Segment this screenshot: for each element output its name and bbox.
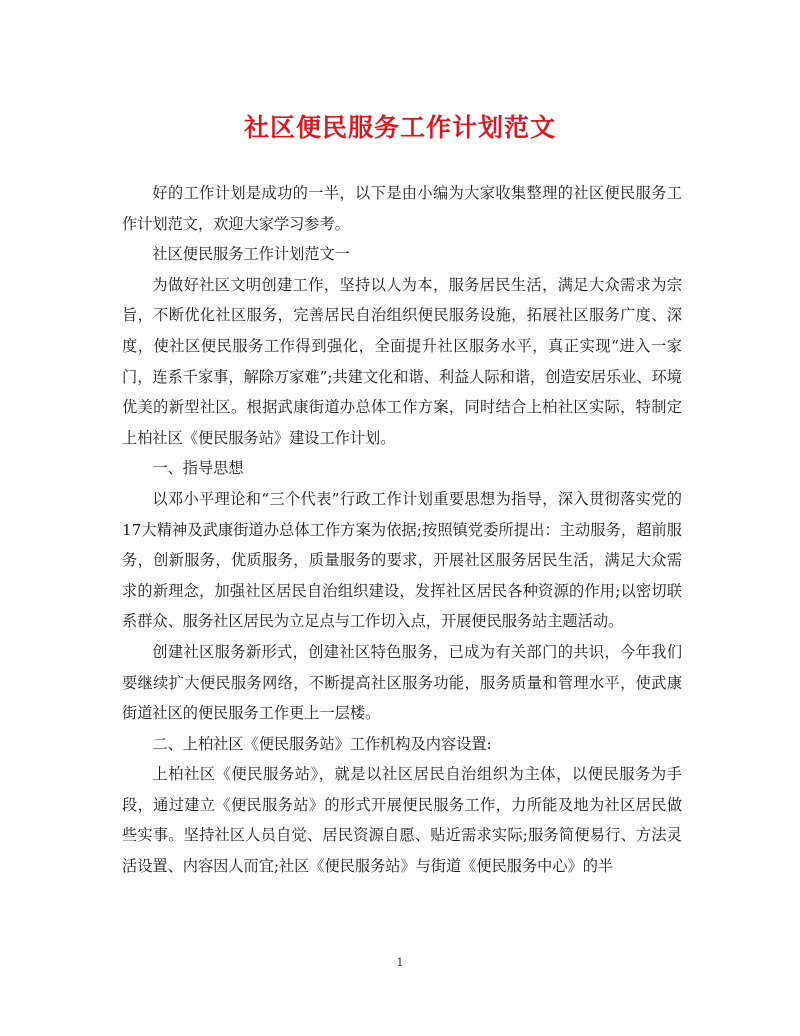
paragraph-organization: 上柏社区《便民服务站》，就是以社区居民自治组织为主体，以便民服务为手段，通过建立《便民服务站》的形式开展便民服务工作，力所能及地为社区居民做些实事。坚持社区人员自觉、居民资源自愿、贴近需求实际;服务简便易行、方法灵活设置、内容因人而宜;社区《便民服务站》与街道《便民服务中心》的半 — [122, 765, 682, 876]
paragraph-heading-guiding-thought: 一、指导思想 — [152, 459, 244, 478]
document-body — [122, 178, 682, 882]
document-title: 社区便民服务工作计划范文 — [243, 113, 556, 142]
paragraph-section-heading: 社区便民服务工作计划范文一 — [152, 245, 350, 264]
paragraph-heading-organization: 二、上柏社区《便民服务站》工作机构及内容设置: — [152, 734, 492, 753]
paragraph-intro: 好的工作计划是成功的一半，以下是由小编为大家收集整理的社区便民服务工作计划范文，欢迎大家学习参考。 — [122, 184, 682, 233]
page-number: 1 — [396, 956, 404, 969]
paragraph-guiding-thought: 以邓小平理论和“三个代表”行政工作计划重要思想为指导，深入贯彻落实党的17大精神及武康街道办总体工作方案为依据;按照镇党委所提出：主动服务，超前服务，创新服务，优质服务，质量服务的要求，开展社区服务居民生活，满足大众需求的新理念，加强社区居民自治组织建设，发挥社区居民各种资源的作用;以密切联系群众、服务社区居民为立足点与工作切入点，开展便民服务站主题活动。 — [122, 489, 682, 631]
paragraph-purpose: 为做好社区文明创建工作，坚持以人为本，服务居民生活，满足大众需求为宗旨，不断优化社区服务，完善居民自治组织便民服务设施，拓展社区服务广度、深度，使社区便民服务工作得到强化，全面提升社区服务水平，真正实现“进入一家门，连系千家事，解除万家难”;共建文化和谐、利益人际和谐，创造安居乐业、环境优美的新型社区。根据武康街道办总体工作方案，同时结合上柏社区实际，特制定上柏社区《便民服务站》建设工作计划。 — [122, 275, 682, 447]
paragraph-new-form: 创建社区服务新形式，创建社区特色服务，已成为有关部门的共识，今年我们要继续扩大便民服务网络，不断提高社区服务功能，服务质量和管理水平，使武康街道社区的便民服务工作更上一层楼。 — [122, 642, 682, 723]
